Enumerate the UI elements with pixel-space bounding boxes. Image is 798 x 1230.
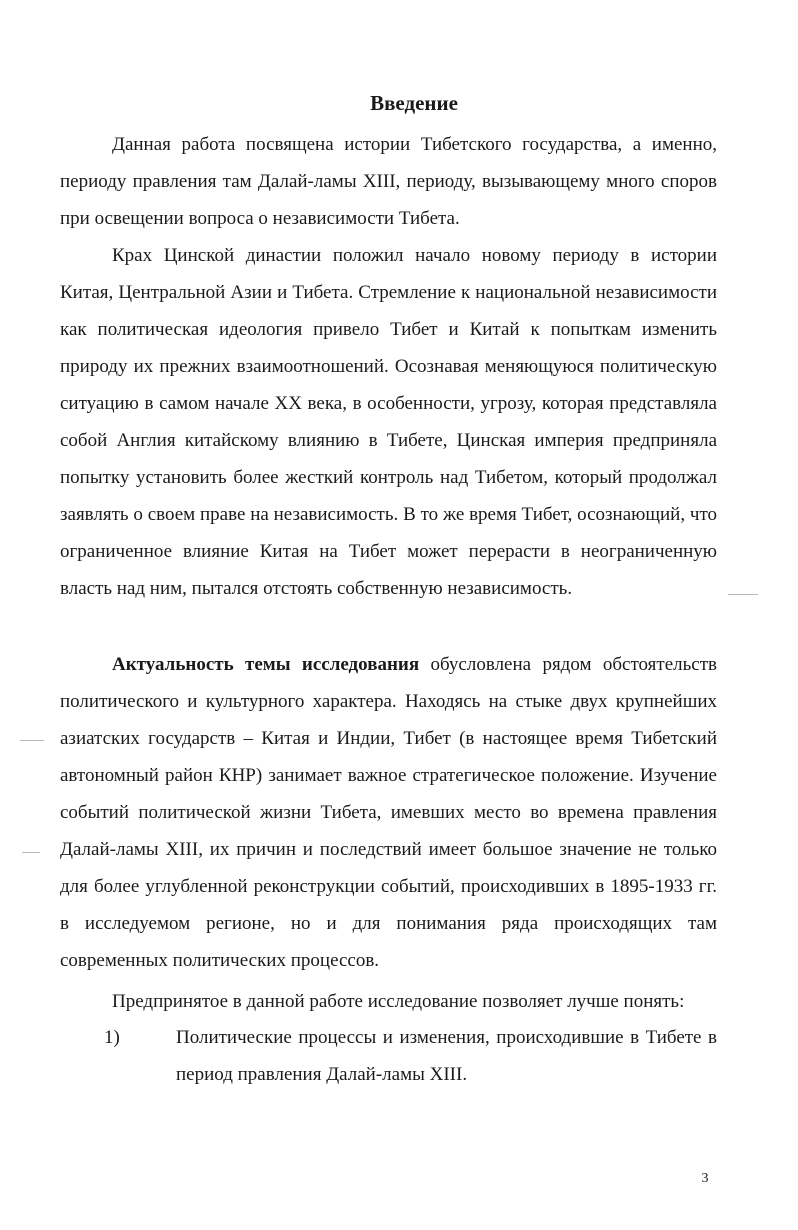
page-number: 3 xyxy=(701,1171,709,1186)
list-item-number: 1) xyxy=(104,1027,120,1048)
list-item-text: Политические процессы и изменения, происходившие в Тибете в период правления Далай-ламы XIII. xyxy=(176,1027,717,1085)
paragraph-purpose: Предпринятое в данной работе исследование позволяет лучше понять: xyxy=(112,991,685,1012)
paragraph-relevance xyxy=(60,646,717,979)
scan-artifact xyxy=(728,594,758,595)
scan-artifact xyxy=(20,740,44,741)
relevance-text: обусловлена рядом обстоятельств политического и культурного характера. Находясь на стыке двух крупнейших азиатских государств – Китая и Индии, Тибет (в настоящее время Тибетский автономный район КНР) занимает важное стратегическое положение. Изучение событий политической жизни Тибета, имевших место во времена правления Далай-ламы XIII, их причин и последствий имеет большое значение не только для более углубленной реконструкции событий, происходивших в 1895-1933 гг. в исследуемом регионе, но и для понимания ряда происходящих там современных политических процессов. xyxy=(60,654,717,971)
page-title: Введение xyxy=(370,91,458,115)
relevance-heading: Актуальность темы исследования xyxy=(112,654,420,675)
paragraph-history: Крах Цинской династии положил начало новому периоду в истории Китая, Центральной Азии и Тибета. Стремление к национальной независимости как политическая идеология привело Тибет и Китай к попыткам изменить природу их прежних взаимоотношений. Осознавая меняющуюся политическую ситуацию в самом начале XX века, в особенности, угрозу, которая представляла собой Англия китайскому влиянию в Тибете, Цинская империя предприняла попытку установить более жесткий контроль над Тибетом, который продолжал заявлять о своем праве на независимость. В то же время Тибет, осознающий, что ограниченное влияние Китая на Тибет может перерасти в неограниченную власть над ним, пытался отстоять собственную независимость. xyxy=(60,245,717,599)
paragraph-intro: Данная работа посвящена истории Тибетского государства, а именно, периоду правления там Далай-ламы XIII, периоду, вызывающему много споров при освещении вопроса о независимости Тибета. xyxy=(60,134,717,229)
scan-artifact xyxy=(22,852,40,853)
